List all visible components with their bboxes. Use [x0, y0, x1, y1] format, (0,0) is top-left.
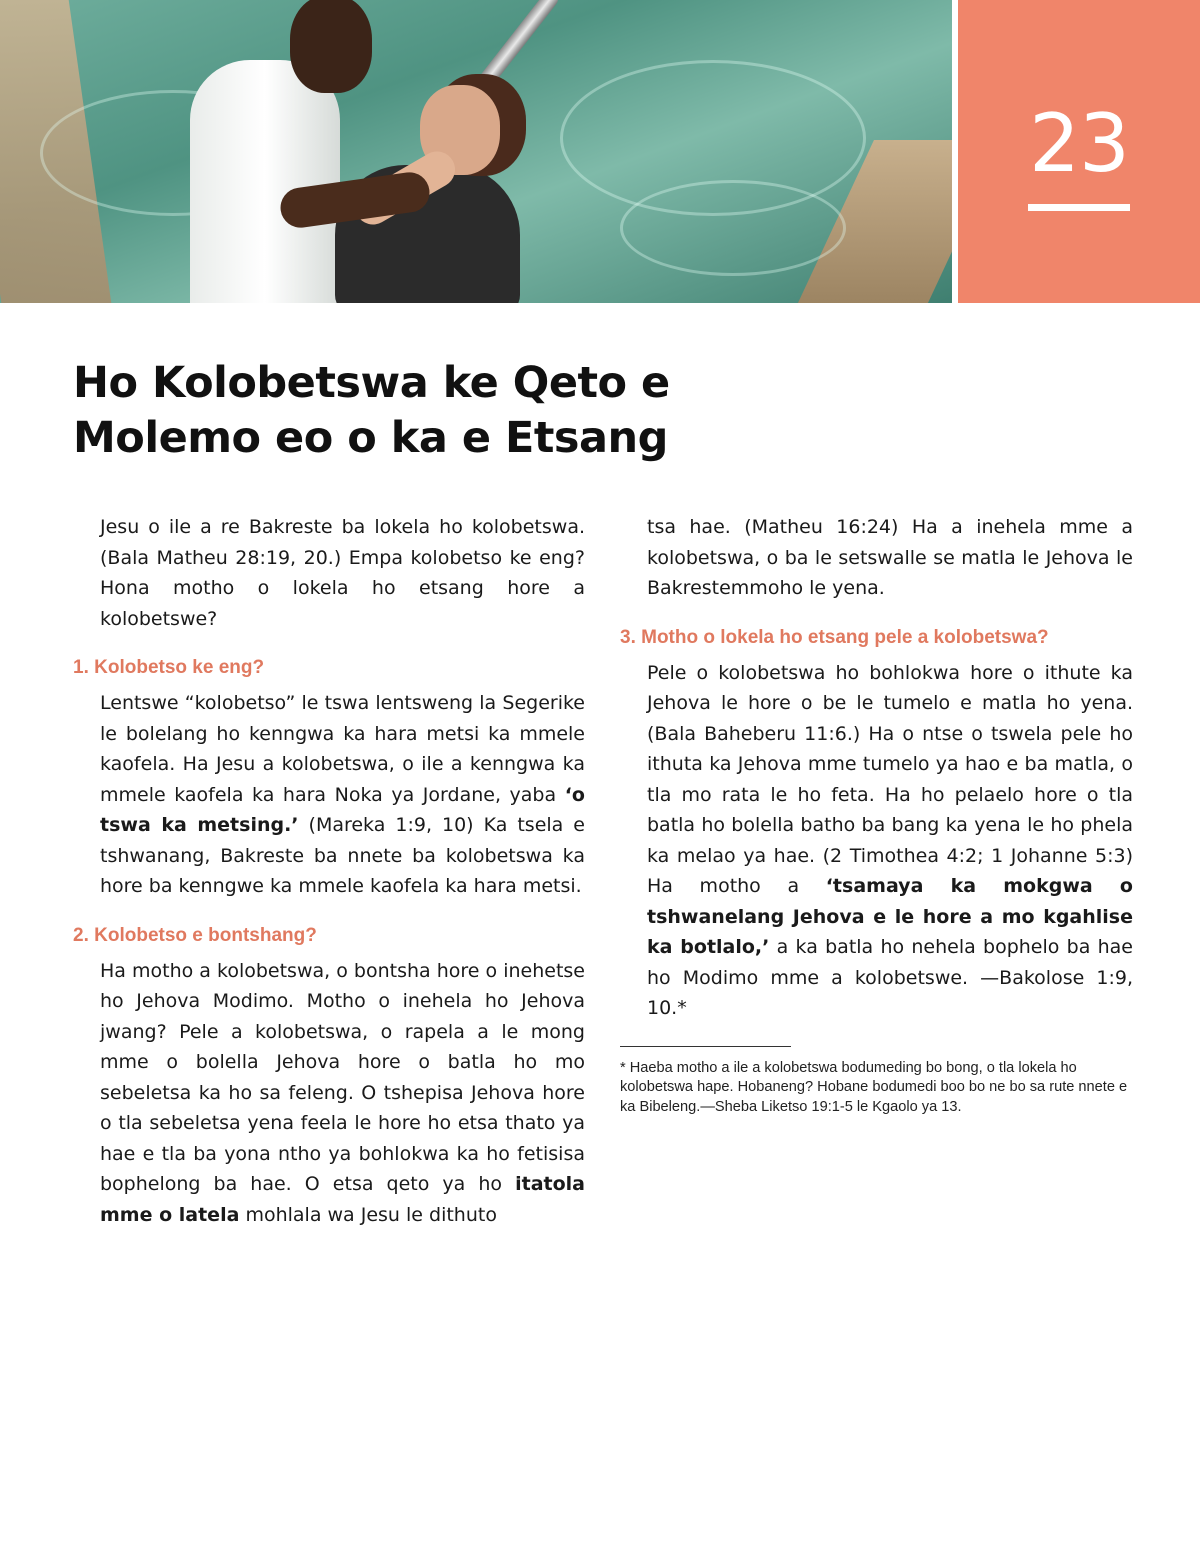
right-column — [620, 512, 1133, 1117]
answer-1-text-a: Lentswe “kolobetso” le tswa lentsweng la Segerike le bolelang ho kenngwa ka hara metsi ka mmele kaofela. Ha Jesu a kolobetswa, o ile a kenngwa ka mmele kaofela ka hara Noka ya Jordane, yaba — [100, 692, 585, 806]
answer-2-bold: itatola mme o latela — [100, 1173, 585, 1226]
answer-1-text-b: (Mareka 1:9, 10) Ka tsela e tshwanang, Bakreste ba nnete ba kolobetswa ka hore ba kenngwe ka mmele kaofela ka hara metsi. — [100, 814, 585, 897]
intro-paragraph: Jesu o ile a re Bakreste ba lokela ho kolobetswa. (Bala Matheu 28:19, 20.) Empa kolobetso ke eng? Hona motho o lokela ho etsang hore a kolobetswe? — [100, 516, 585, 630]
badge-underline — [1028, 204, 1130, 211]
question-3: 3. Motho o lokela ho etsang pele a kolobetswa? — [620, 626, 1049, 648]
water-ripple — [620, 180, 846, 276]
answer-2-continued: tsa hae. (Matheu 16:24) Ha a inehela mme a kolobetswa, o ba le setswalle se matla le Jehova le Bakrestemmoho le yena. — [647, 516, 1133, 599]
answer-3-bold: ‘tsamaya ka mokgwa o tshwanelang Jehova e le hore a mo kgahlise ka botlalo,’ — [647, 875, 1133, 958]
question-1: 1. Kolobetso ke eng? — [73, 657, 265, 678]
question-2: 2. Kolobetso e bontshang? — [73, 924, 317, 946]
pool-handrail — [475, 0, 561, 92]
title-line-1: Ho Kolobetswa ke Qeto e — [73, 358, 670, 408]
answer-1 — [73, 688, 585, 902]
answer-3 — [620, 658, 1133, 1024]
title-line-2: Molemo eo o ka e Etsang — [73, 413, 668, 463]
answer-2-text-a: Ha motho a kolobetswa, o bontsha hore o inehetse ho Jehova Modimo. Motho o inehela ho Jehova jwang? Pele a kolobetswa, o rapela a le mong mme o bolella Jehova hore o batla ho mo sebeletsa ka ho sa feleng. O tshepisa Jehova hore o tla sebeletsa yena feela le hore ho etsa thato ya hae e tla ba yona ntho ya bohlokwa ka ho fetisisa bophelong ba hae. O etsa qeto ya ho — [100, 959, 585, 1195]
lesson-number: 23 — [1029, 97, 1129, 190]
answer-1-bold: ‘o tswa ka metsing.’ — [100, 783, 585, 836]
footnote: * Haeba motho a ile a kolobetswa bodumeding bo bong, o tla lokela ho kolobetswa hape. Hobaneng? Hobane bodumedi boo bo ne bo sa rute nnete e ka Bibeleng.—Sheba Liketso 19:1-5 le Kgaolo ya 13. — [620, 1059, 1128, 1115]
man-figure — [190, 60, 340, 303]
lesson-number-badge — [958, 0, 1200, 303]
answer-3-text-a: Pele o kolobetswa ho bohlokwa hore o ithute ka Jehova le hore o be le tumelo e matla ho yena. (Bala Baheberu 11:6.) Ha o ntse o tswela pele ho ithuta ka Jehova mme tumelo ya hao e ba matla, o tla mo rata le ho feta. Ha ho pelaelo hore o tla batla ho bolella batho ba bang ka yena le ho phela ka melao ya hae. (2 Timothea 4:2; 1 Johanne 5:3) Ha motho a — [647, 661, 1133, 897]
answer-2 — [73, 956, 585, 1231]
left-column — [73, 512, 585, 1230]
man-head — [290, 0, 372, 93]
answer-3-text-b: a ka batla ho nehela bophelo ba hae ho Modimo mme a kolobetswe. —Bakolose 1:9, 10.* — [647, 936, 1133, 1019]
hero-photo — [0, 0, 952, 303]
answer-2-text-b: mohlala wa Jesu le dithuto — [239, 1203, 497, 1226]
footnote-divider — [620, 1046, 791, 1047]
page-title — [73, 356, 773, 466]
